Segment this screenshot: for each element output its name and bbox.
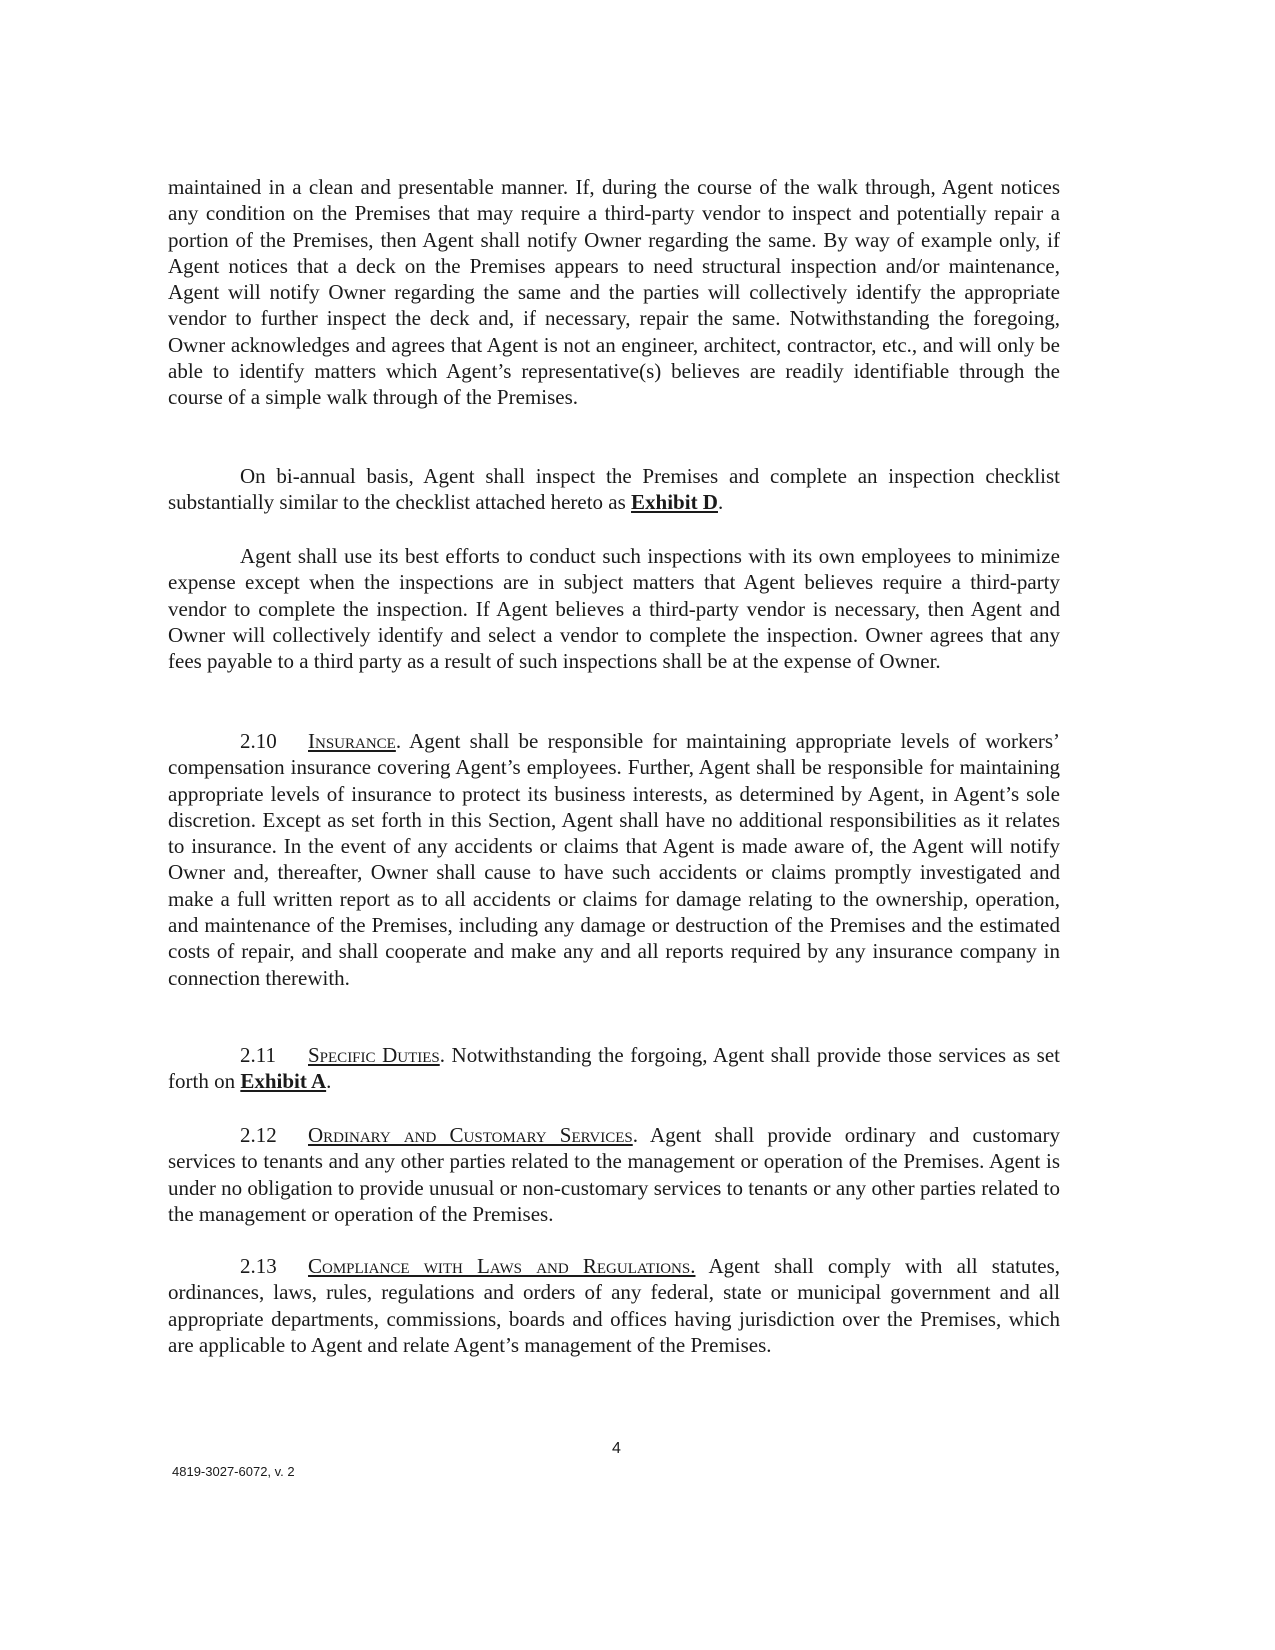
section-number: 2.12 bbox=[240, 1123, 277, 1147]
section-heading: Ordinary and Customary Services bbox=[308, 1123, 633, 1147]
section-body: Agent shall comply with all statutes, ordinances, laws, rules, regulations and orders of any federal, state or municipal government and all appropriate departments, commissions, boards and offices having jurisdiction over the Premises, which are applicable to Agent and relate Agent’s management of the Premises. bbox=[168, 1254, 1060, 1357]
section-number: 2.13 bbox=[240, 1254, 277, 1278]
document-id: 4819-3027-6072, v. 2 bbox=[172, 1464, 295, 1479]
period: . bbox=[326, 1069, 332, 1094]
section-2-12-ordinary-services bbox=[168, 1122, 1060, 1227]
paragraph-text: On bi-annual basis, Agent shall inspect the Premises and complete an inspection checklist substantially similar to the checklist attached hereto as bbox=[168, 464, 1060, 515]
paragraph-inspection-expense: Agent shall use its best efforts to conduct such inspections with its own employees to minimize expense except when the inspections are in subject matters that Agent believes require a third-party vendor to complete the inspection. If Agent believes a third-party vendor is necessary, then Agent and Owner will collectively identify and select a vendor to complete the inspection. Owner agrees that any fees payable to a third party as a result of such inspections shall be at the expense of Owner. bbox=[168, 544, 1060, 674]
paragraph-walkthrough: maintained in a clean and presentable manner. If, during the course of the walk through, Agent notices any condition on the Premises that may require a third-party vendor to inspect and potentially repair a portion of the Premises, then Agent shall notify Owner regarding the same. By way of example only, if Agent notices that a deck on the Premises appears to need structural inspection and/or maintenance, Agent will notify Owner regarding the same and the parties will collectively identify the appropriate vendor to further inspect the deck and, if necessary, repair the same. Notwithstanding the foregoing, Owner acknowledges and agrees that Agent is not an engineer, architect, contractor, etc., and will only be able to identify matters which Agent’s representative(s) believes are readily identifiable through the course of a simple walk through of the Premises. bbox=[168, 175, 1060, 410]
section-heading: Specific Duties bbox=[308, 1043, 440, 1067]
section-number: 2.11 bbox=[240, 1043, 276, 1067]
section-body: . Agent shall provide ordinary and customary services to tenants and any other parties related to the management or operation of the Premises. Agent is under no obligation to provide unusual or non-customary services to tenants or any other parties related to the management or operation of the Premises. bbox=[168, 1123, 1060, 1226]
section-body: . Agent shall be responsible for maintaining appropriate levels of workers’ compensation insurance covering Agent’s employees. Further, Agent shall be responsible for maintaining appropriate levels of insurance to protect its business interests, as determined by Agent, in Agent’s sole discretion. Except as set forth in this Section, Agent shall have no additional responsibilities as it relates to insurance. In the event of any accidents or claims that Agent is made aware of, the Agent will notify Owner and, thereafter, Owner shall cause to have such accidents or claims promptly investigated and make a full written report as to all accidents or claims for damage relating to the ownership, operation, and maintenance of the Premises, including any damage or destruction of the Premises and the estimated costs of repair, and shall cooperate and make any and all reports required by any insurance company in connection therewith. bbox=[168, 729, 1060, 990]
section-heading: Compliance with Laws and Regulations. bbox=[308, 1254, 696, 1278]
section-2-11-specific-duties bbox=[168, 1042, 1060, 1095]
page-number: 4 bbox=[612, 1440, 621, 1457]
section-2-13-compliance bbox=[168, 1253, 1060, 1358]
paragraph-inspection-checklist bbox=[168, 463, 1060, 516]
exhibit-a-reference: Exhibit A bbox=[240, 1069, 327, 1094]
exhibit-d-reference: Exhibit D bbox=[631, 490, 718, 515]
period: . bbox=[717, 490, 724, 515]
section-number: 2.10 bbox=[240, 729, 277, 753]
section-body: . Notwithstanding the forgoing, Agent shall provide those services as set forth on bbox=[168, 1043, 1060, 1094]
section-heading: Insurance bbox=[308, 729, 396, 753]
section-2-10-insurance bbox=[168, 728, 1060, 991]
